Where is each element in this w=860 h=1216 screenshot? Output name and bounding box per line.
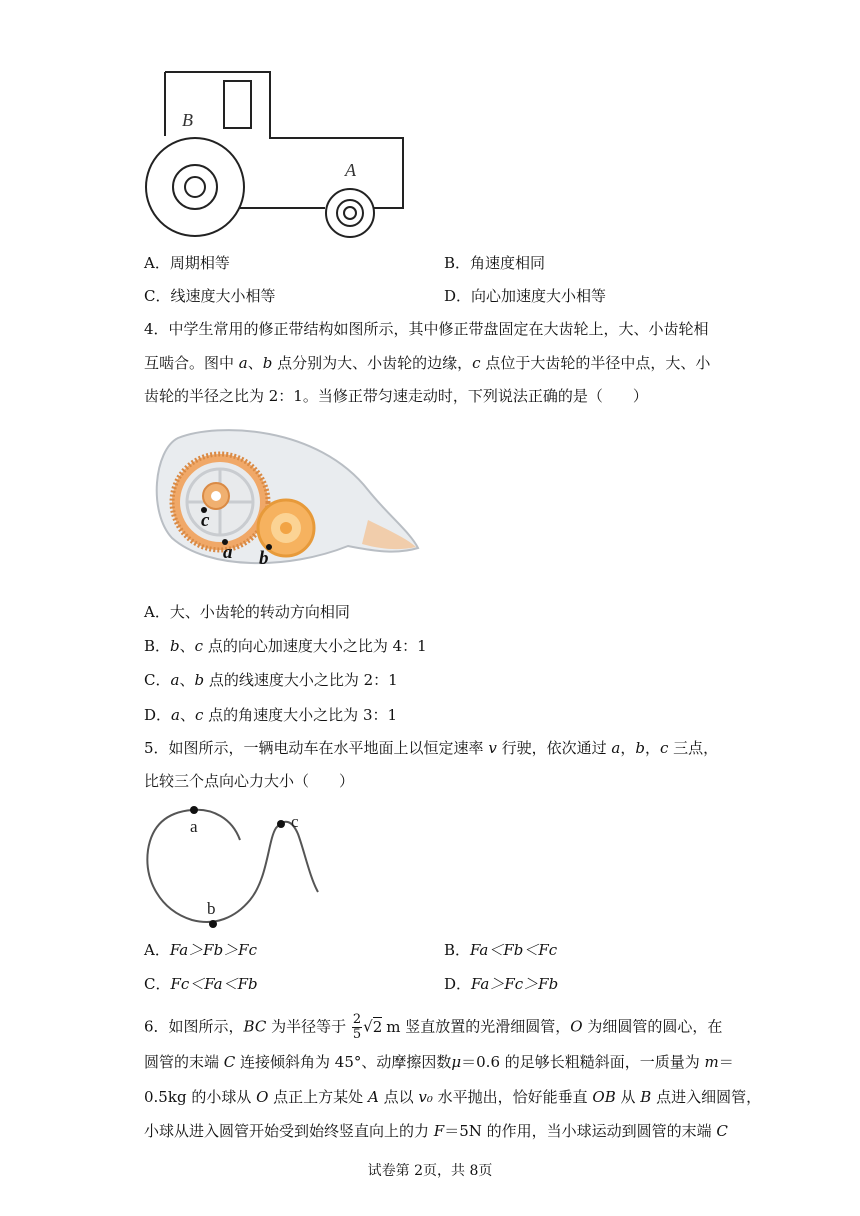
road-path-figure bbox=[140, 800, 330, 935]
gear-label-a: a bbox=[223, 542, 233, 563]
q3-option-b: B．角速度相同 bbox=[444, 254, 546, 272]
path-label-b: b bbox=[207, 899, 216, 918]
q3-option-c: C．线速度大小相等 bbox=[144, 287, 276, 305]
path-label-a: a bbox=[190, 817, 198, 836]
gear-label-c: c bbox=[201, 510, 210, 531]
q4-stem-line-1: 4．中学生常用的修正带结构如图所示，其中修正带盘固定在大齿轮上，大、小齿轮相 bbox=[144, 320, 709, 338]
q5-option-b: B．Fa＜Fb＜Fc bbox=[444, 941, 558, 959]
q5-option-c: C．Fc＜Fa＜Fb bbox=[144, 975, 258, 993]
q4-option-b: B．b、c 点的向心加速度大小之比为 4：1 bbox=[144, 637, 427, 655]
q4-option-d: D．a、c 点的角速度大小之比为 3：1 bbox=[144, 706, 398, 724]
q6-stem-line-1: 6．如图所示，BC 为半径等于 $\frac{2}{5}$ √2 m 竖直放置的光滑细圆管，O 为细圆管的圆心，在 bbox=[144, 1012, 723, 1042]
q6-stem-line-4: 小球从进入圆管开始受到始终竖直向上的力 F＝5N 的作用，当小球运动到圆管的末端 C bbox=[144, 1122, 728, 1140]
q5-stem-line-1: 5．如图所示，一辆电动车在水平地面上以恒定速率 v 行驶，依次通过 a，b，c 三点， bbox=[144, 739, 719, 757]
label-B: B bbox=[182, 110, 193, 130]
q6-stem-line-3: 0.5kg 的小球从 O 点正上方某处 A 点以 v₀ 水平抛出，恰好能垂直 OB 从 B 点进入细圆管， bbox=[144, 1088, 762, 1106]
gear-label-b: b bbox=[259, 548, 269, 569]
q5-option-a: A．Fa＞Fb＞Fc bbox=[144, 941, 257, 959]
q6-stem-line-2: 圆管的末端 C 连接倾斜角为 45°、动摩擦因数μ＝0.6 的足够长粗糙斜面，一质量为 m＝ bbox=[144, 1053, 734, 1071]
fraction: $\frac{2}{5}$ bbox=[352, 1012, 362, 1042]
path-label-c: c bbox=[291, 812, 299, 831]
label-A: A bbox=[345, 160, 356, 180]
page-footer: 试卷第 2页，共 8页 bbox=[367, 1163, 493, 1179]
q5-stem-line-2: 比较三个点向心力大小（ ） bbox=[144, 772, 355, 790]
correction-tape-figure bbox=[148, 420, 423, 580]
q4-option-c: C．a、b 点的线速度大小之比为 2：1 bbox=[144, 671, 398, 689]
q4-stem-line-3: 齿轮的半径之比为 2：1。当修正带匀速走动时，下列说法正确的是（ ） bbox=[144, 387, 648, 405]
tractor-figure bbox=[140, 66, 410, 244]
q5-option-d: D．Fa＞Fc＞Fb bbox=[444, 975, 559, 993]
q3-option-a: A．周期相等 bbox=[144, 254, 230, 272]
q3-option-d: D．向心加速度大小相等 bbox=[444, 287, 607, 305]
q4-option-a: A．大、小齿轮的转动方向相同 bbox=[144, 603, 350, 621]
q4-stem-line-2: 互啮合。图中 a、b 点分别为大、小齿轮的边缘，c 点位于大齿轮的半径中点，大、小 bbox=[144, 354, 711, 372]
